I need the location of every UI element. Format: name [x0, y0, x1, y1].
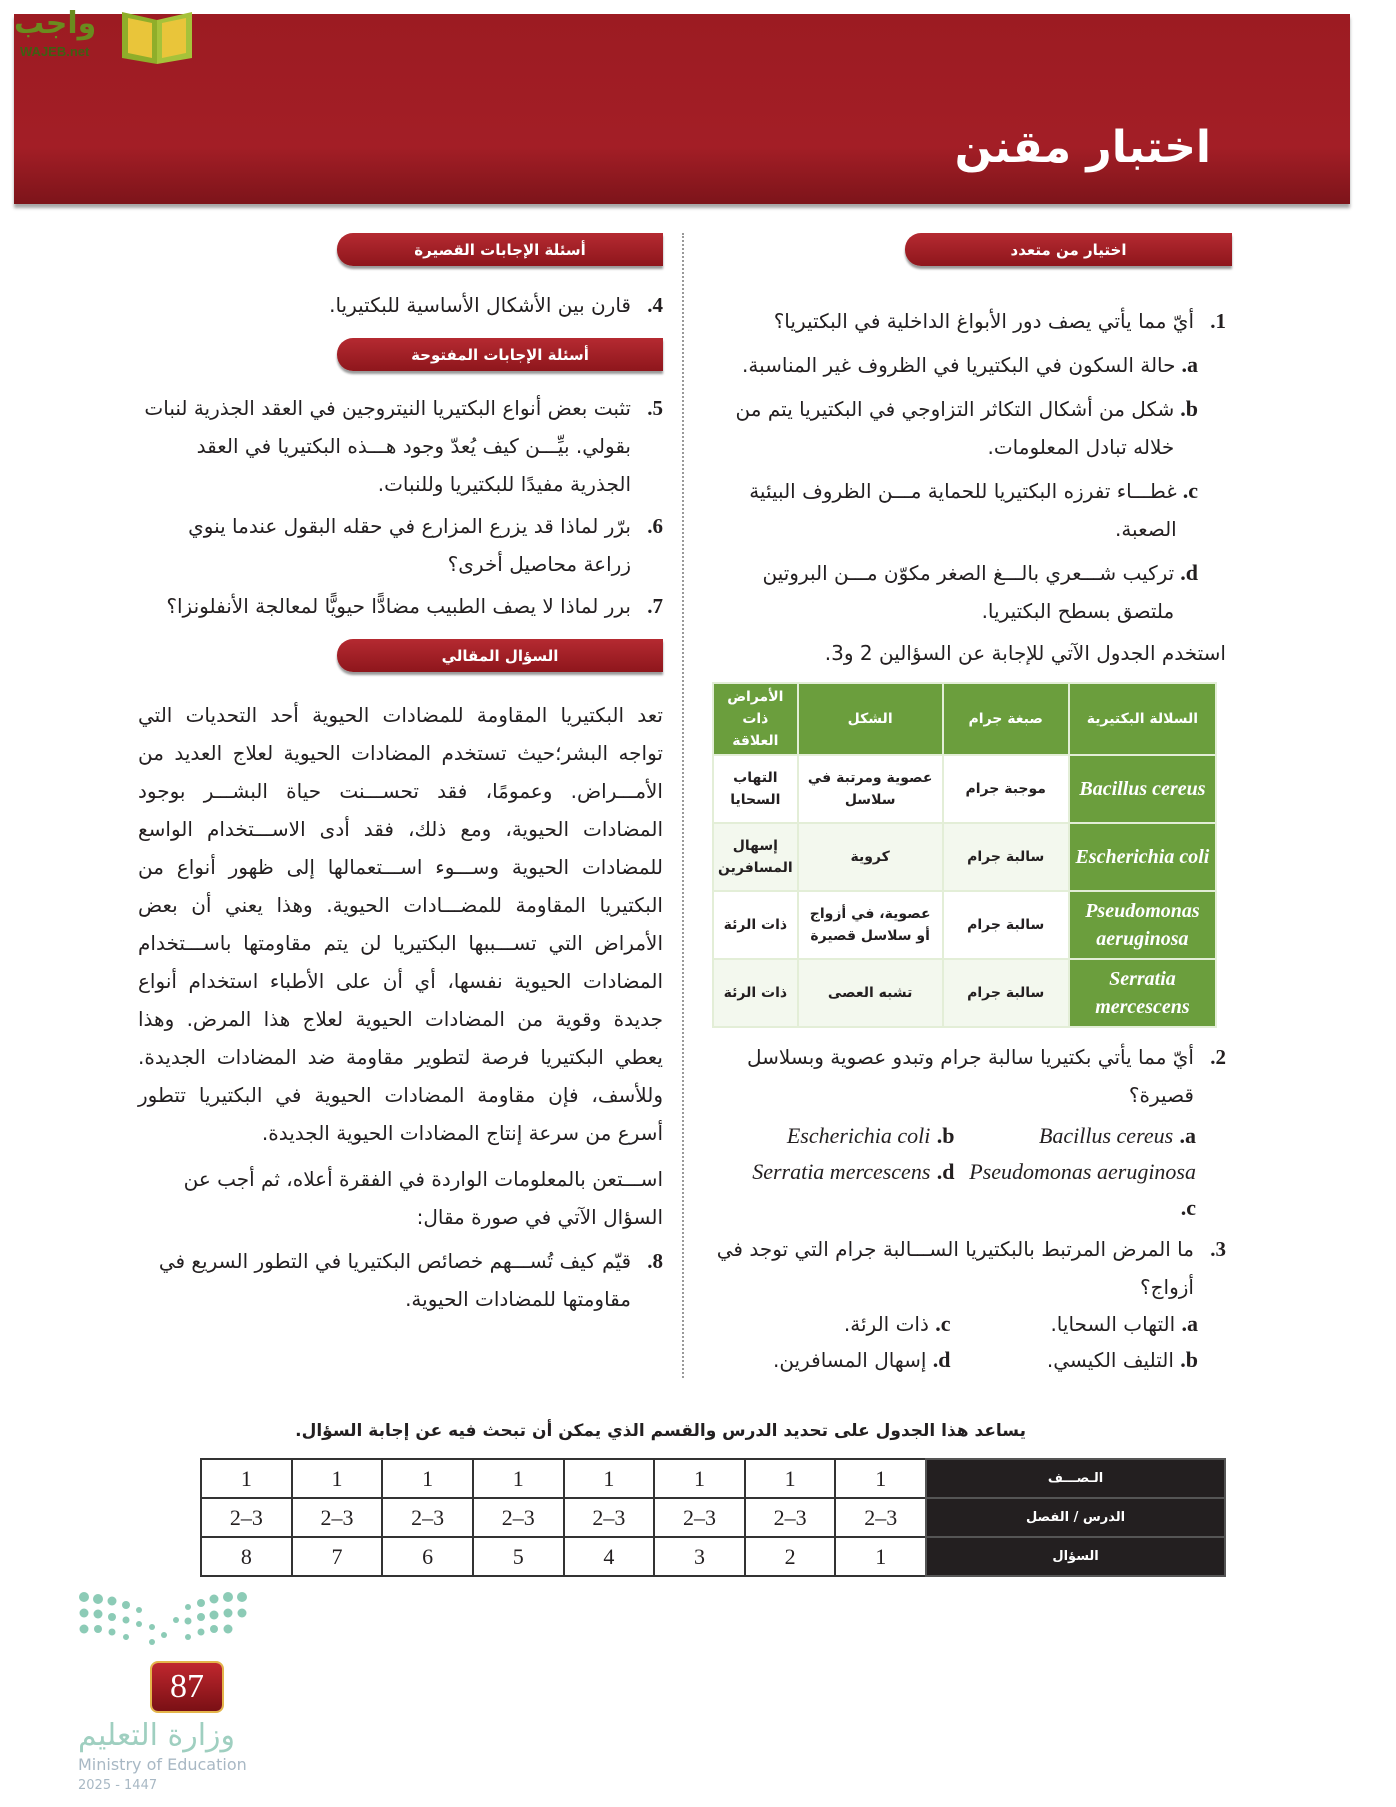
option-text: التليف الكيسي.	[1046, 1348, 1174, 1372]
cell: 1	[292, 1459, 383, 1498]
option-b[interactable]	[703, 390, 1226, 466]
question-2	[703, 1038, 1226, 1114]
book-icon	[118, 10, 196, 66]
cell: 1	[654, 1459, 745, 1498]
q2-options	[703, 1118, 1226, 1226]
header-gram: صبغة جرام	[943, 683, 1069, 755]
cell: 3–2	[654, 1498, 745, 1537]
cell: 5	[473, 1537, 564, 1576]
cell-gram: سالبة جرام	[943, 891, 1069, 959]
option-text: Pseudomonas aeruginosa	[969, 1159, 1196, 1184]
question-number: 2.	[1210, 1045, 1226, 1069]
guide-caption: يساعد هذا الجدول على تحديد الدرس والقسم الذي يمكن أن تبحث فيه عن إجابة السؤال.	[295, 1421, 1026, 1441]
cell: 1	[835, 1537, 926, 1576]
option-text: غطـــاء تفرزه البكتيريا للحماية مـــن الظروف البيئية الصعبة.	[749, 479, 1177, 541]
option-c[interactable]	[703, 472, 1226, 548]
cell: 1	[382, 1459, 473, 1498]
option-text: تركيب شـــعري بالـــغ الصغر مكوّن مـــن البروتين ملتصق بسطح البكتيريا.	[762, 561, 1175, 623]
cell-shape: عصوية ومرتبة في سلاسل	[798, 755, 943, 823]
cell-shape: تشبه العصى	[798, 959, 943, 1027]
question-number: 5.	[647, 396, 663, 420]
section-header-essay: السؤال المقالي	[337, 639, 663, 672]
table-row	[713, 959, 1216, 1027]
header-shape: الشكل	[798, 683, 943, 755]
option-d[interactable]	[703, 554, 1226, 630]
cell-strain: Escherichia coli	[1069, 823, 1216, 891]
option-text: التهاب السحايا.	[1050, 1312, 1176, 1336]
cell: 3–2	[201, 1498, 292, 1537]
header-band	[14, 14, 1350, 204]
cell-shape: عصوية، في أزواج أو سلاسل قصيرة	[798, 891, 943, 959]
row-label: الـصـــف	[926, 1459, 1225, 1498]
option-letter: .b	[936, 1123, 955, 1148]
option-letter: d.	[932, 1347, 951, 1372]
option-letter: b.	[1180, 1347, 1198, 1372]
option-letter: d.	[1180, 560, 1198, 585]
option-text: إسهال المسافرين.	[772, 1348, 927, 1372]
question-8	[138, 1242, 663, 1318]
cell: 6	[382, 1537, 473, 1576]
cell-strain: Pseudomonas aeruginosa	[1069, 891, 1216, 959]
section-header-multiple-choice: اختيار من متعدد	[905, 233, 1232, 266]
table-row	[713, 755, 1216, 823]
question-number: 1.	[1210, 309, 1226, 333]
option-a[interactable]	[951, 1306, 1199, 1342]
cell: 3–2	[745, 1498, 836, 1537]
ministry-year: 2025 - 1447	[78, 1778, 158, 1793]
cell: 3–2	[473, 1498, 564, 1537]
question-text: أيّ مما يأتي يصف دور الأبواغ الداخلية في البكتيريا؟	[773, 309, 1194, 333]
cell-strain: Serratia mercescens	[1069, 959, 1216, 1027]
option-letter: b.	[1180, 396, 1198, 421]
logo-text: واجب	[14, 6, 97, 41]
cell-gram: سالبة جرام	[943, 823, 1069, 891]
cell-gram: موجبة جرام	[943, 755, 1069, 823]
left-column	[138, 233, 663, 1378]
cell: 1	[745, 1459, 836, 1498]
page-title: اختبار مقنن	[954, 122, 1211, 173]
table-header-row	[713, 683, 1216, 755]
column-divider	[682, 233, 684, 1378]
option-text: شكل من أشكال التكاثر التزاوجي في البكتيريا يتم من خلاله تبادل المعلومات.	[735, 397, 1175, 459]
section-header-open-answer: أسئلة الإجابات المفتوحة	[337, 338, 663, 371]
question-5	[138, 389, 663, 503]
option-letter: .d	[936, 1159, 955, 1184]
table-row	[713, 891, 1216, 959]
option-letter: a.	[1181, 1311, 1198, 1336]
guide-row-lesson	[201, 1498, 1225, 1537]
question-3	[703, 1230, 1226, 1306]
cell: 1	[473, 1459, 564, 1498]
cell-shape: كروية	[798, 823, 943, 891]
option-text: Bacillus cereus	[1038, 1123, 1174, 1148]
question-6	[138, 507, 663, 583]
option-letter: a.	[1181, 352, 1198, 377]
option-b[interactable]	[951, 1342, 1199, 1378]
cell: 3–2	[835, 1498, 926, 1537]
cell-disease: إسهال المسافرين	[713, 823, 798, 891]
cell-gram: سالبة جرام	[943, 959, 1069, 1027]
question-number: 7.	[647, 594, 663, 618]
table-intro: استخدم الجدول الآتي للإجابة عن السؤالين 2 و3.	[824, 641, 1226, 665]
option-letter: .c	[1180, 1195, 1196, 1220]
bacteria-table	[712, 682, 1217, 1028]
section-header-short-answer: أسئلة الإجابات القصيرة	[337, 233, 663, 266]
cell: 8	[201, 1537, 292, 1576]
question-text: تثبت بعض أنواع البكتيريا النيتروجين في العقد الجذرية لنبات بقولي. بيِّـــن كيف يُعدّ وجود هـــذه البكتيريا في العقد الجذرية مفيدًا للبكتيريا وللنبات.	[144, 396, 631, 496]
header-strain: السلالة البكتيرية	[1069, 683, 1216, 755]
question-4	[138, 286, 663, 324]
row-label: السؤال	[926, 1537, 1225, 1576]
question-1	[703, 302, 1226, 340]
question-number: 6.	[647, 514, 663, 538]
cell-disease: ذات الرئة	[713, 959, 798, 1027]
option-a[interactable]	[703, 346, 1226, 384]
cell: 7	[292, 1537, 383, 1576]
page-number: 87	[152, 1663, 222, 1711]
option-letter: c.	[1182, 478, 1198, 503]
guide-table	[200, 1458, 1226, 1577]
q3-options	[703, 1306, 1226, 1378]
guide-row-question	[201, 1537, 1225, 1576]
essay-paragraph: تعد البكتيريا المقاومة للمضادات الحيوية أحد التحديات التي تواجه البشر؛حيث تستخدم المضادات الحيوية لعلاج العديد من الأمـــراض. وعمومًا، فقد تحســـنت حياة البشـــر بوجود المضادات الحيوية، ومع ذلك، فقد أدى الاســـتخدام الواسع للمضادات الحيوية وســـوء اســـتعمالها إلى ظهور أنواع من البكتيريا المقاومة للمضـــادات الحيوية. وهذا يعني أن بعض الأمراض التي تســـببها البكتيريا لن يتم مقاومتها باســـتخدام المضادات الحيوية نفسها، أي أن على الأطباء استخدام أنواع جديدة وقوية من المضادات الحيوية لعلاج هذا المرض. وهذا يعطي البكتيريا فرصة لتطوير مقاومة ضد المضادات الجديدة. وللأسف، فإن مقاومة المضادات الحيوية في البكتيريا تتطور أسرع من سرعة إنتاج المضادات الحيوية الجديدة.	[138, 703, 663, 1145]
cell-disease: ذات الرئة	[713, 891, 798, 959]
cell: 1	[564, 1459, 655, 1498]
cell-strain: Bacillus cereus	[1069, 755, 1216, 823]
option-b[interactable]	[703, 1118, 965, 1154]
right-column	[703, 233, 1226, 1378]
cell: 1	[201, 1459, 292, 1498]
cell: 3–2	[382, 1498, 473, 1537]
question-number: 8.	[647, 1249, 663, 1273]
ministry-dots-icon	[76, 1587, 256, 1657]
wajeb-logo[interactable]	[10, 4, 190, 66]
option-text: Serratia mercescens	[752, 1159, 931, 1184]
question-text: أيّ مما يأتي بكتيريا سالبة جرام وتبدو عصوية وبسلاسل قصيرة؟	[747, 1045, 1194, 1107]
question-text: قيّم كيف تُســـهم خصائص البكتيريا في التطور السريع في مقاومتها للمضادات الحيوية.	[158, 1249, 631, 1311]
option-text: Escherichia coli	[786, 1123, 931, 1148]
cell: 1	[835, 1459, 926, 1498]
table-row	[713, 823, 1216, 891]
option-d[interactable]	[703, 1342, 951, 1378]
option-c[interactable]	[965, 1154, 1227, 1226]
guide-row-grade	[201, 1459, 1225, 1498]
question-text: قارن بين الأشكال الأساسية للبكتيريا.	[329, 293, 631, 317]
question-text: برر لماذا لا يصف الطبيب مضادًّا حيويًّا لمعالجة الأنفلونزا؟	[166, 594, 631, 618]
ministry-arabic: وزارة التعليم	[78, 1718, 236, 1753]
page-content	[78, 233, 1226, 1807]
essay-instruction: اســـتعن بالمعلومات الواردة في الفقرة أعلاه، ثم أجب عن السؤال الآتي في صورة مقال:	[183, 1167, 663, 1229]
header-diseases: الأمراض ذات العلاقة	[713, 683, 798, 755]
footer	[76, 1587, 1226, 1807]
question-text: برّر لماذا قد يزرع المزارع في حقله البقول عندما ينوي زراعة محاصيل أخرى؟	[188, 514, 631, 576]
question-7	[138, 587, 663, 625]
cell-disease: التهاب السحايا	[713, 755, 798, 823]
cell: 2	[745, 1537, 836, 1576]
logo-sub: WAJEB.net	[20, 44, 90, 59]
cell: 3–2	[564, 1498, 655, 1537]
option-c[interactable]	[703, 1306, 951, 1342]
option-a[interactable]	[965, 1118, 1227, 1154]
option-text: حالة السكون في البكتيريا في الظروف غير المناسبة.	[741, 353, 1176, 377]
row-label: الدرس / الفصل	[926, 1498, 1225, 1537]
option-text: ذات الرئة.	[843, 1312, 929, 1336]
cell: 3	[654, 1537, 745, 1576]
question-number: 3.	[1210, 1237, 1226, 1261]
guide-section	[138, 1418, 1226, 1577]
option-letter: .a	[1179, 1123, 1196, 1148]
question-text: ما المرض المرتبط بالبكتيريا الســـالبة جرام التي توجد في أزواج؟	[716, 1237, 1194, 1299]
option-letter: c.	[935, 1311, 951, 1336]
cell: 4	[564, 1537, 655, 1576]
ministry-english: Ministry of Education	[78, 1755, 247, 1774]
question-number: 4.	[647, 293, 663, 317]
cell: 3–2	[292, 1498, 383, 1537]
two-columns	[138, 233, 1226, 1378]
option-d[interactable]	[703, 1154, 965, 1226]
